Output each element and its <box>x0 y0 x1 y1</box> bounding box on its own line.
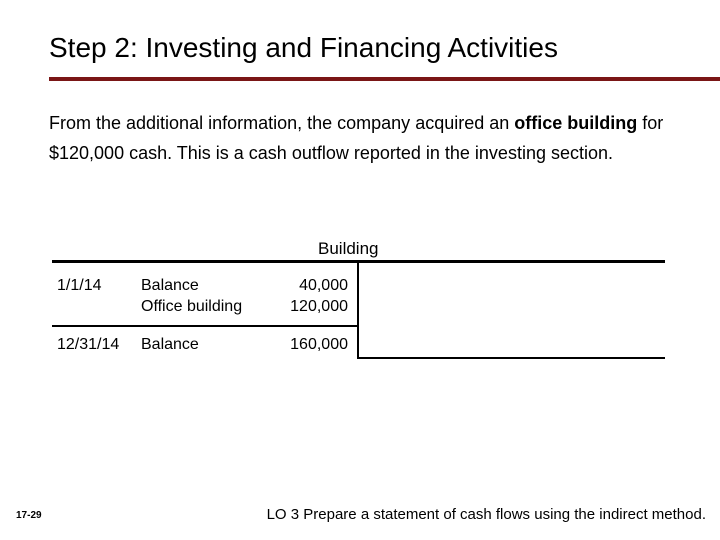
body-text-part-2: for $120,000 cash. This is a cash outflow reported in the investing section. <box>49 113 664 163</box>
row-1-date: 1/1/14 <box>57 277 102 294</box>
row-1-amount: 40,000 <box>299 277 348 294</box>
body-text-part-1: From the additional information, the company acquired an <box>49 113 515 133</box>
t-account-title: Building <box>318 239 379 258</box>
row-3-date: 12/31/14 <box>57 336 120 353</box>
t-account-bottom-line <box>357 357 665 359</box>
row-1-label: Balance <box>141 277 199 294</box>
body-text-bold: office building <box>514 113 638 133</box>
slide-title: Step 2: Investing and Financing Activities <box>49 32 558 63</box>
row-3-amount: 160,000 <box>290 336 348 353</box>
t-account-vertical-line <box>357 262 359 359</box>
row-2-label: Office building <box>141 298 243 315</box>
title-underline <box>49 77 720 81</box>
row-3-label: Balance <box>141 336 199 353</box>
body-paragraph <box>49 108 689 168</box>
t-account-subtotal-line <box>52 325 357 327</box>
slide-number: 17-29 <box>16 510 42 521</box>
learning-objective: LO 3 Prepare a statement of cash flows using the indirect method. <box>266 506 706 523</box>
row-2-amount: 120,000 <box>290 298 348 315</box>
